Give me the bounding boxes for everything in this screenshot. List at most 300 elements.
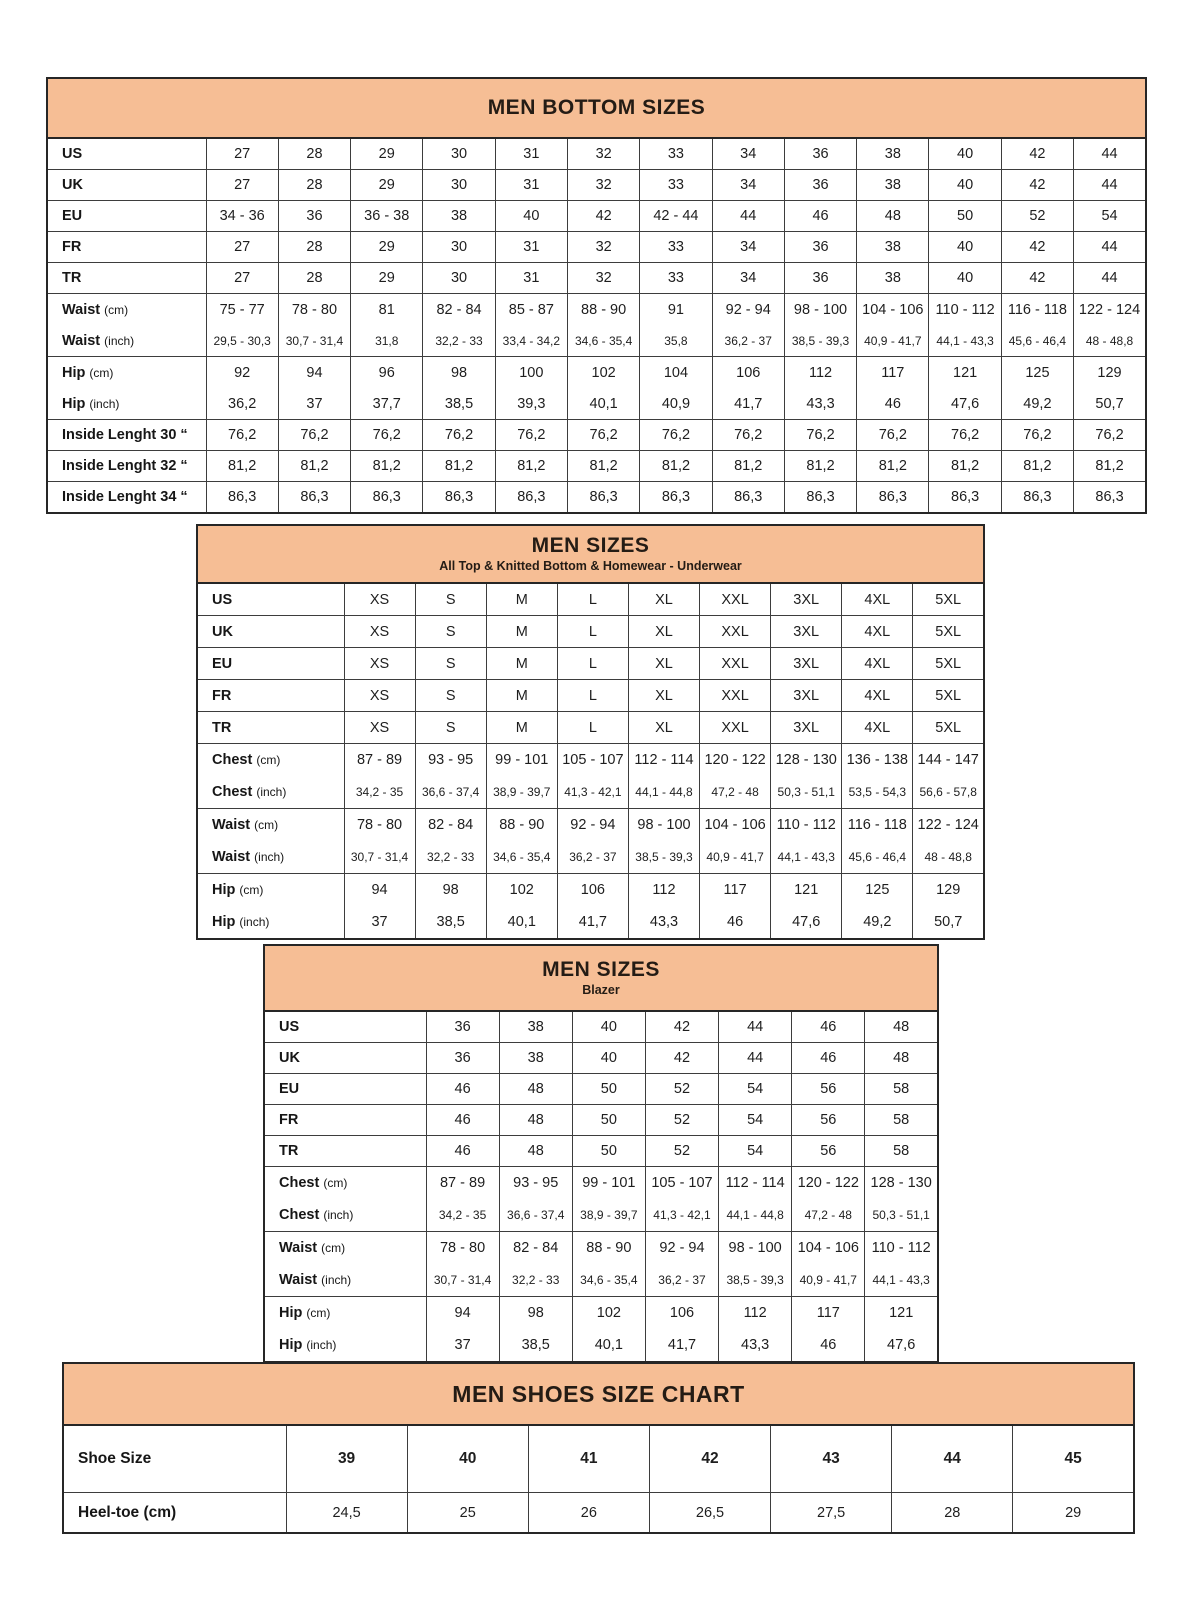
value-cell: 32 bbox=[567, 263, 639, 294]
value-cell: 98 - 100 bbox=[784, 294, 856, 326]
value-cell: 34 bbox=[712, 138, 784, 170]
value-cell: 41,7 bbox=[712, 388, 784, 420]
value-cell: 31 bbox=[495, 138, 567, 170]
value-cell: 44,1 - 44,8 bbox=[628, 776, 699, 809]
value-cell: 46 bbox=[426, 1136, 499, 1167]
value-cell: 128 - 130 bbox=[771, 744, 842, 777]
value-cell: 50,7 bbox=[913, 906, 984, 939]
row-label bbox=[264, 1232, 426, 1265]
value-cell: 29 bbox=[351, 170, 423, 201]
value-cell: 44 bbox=[1074, 232, 1146, 263]
value-cell: 41 bbox=[528, 1425, 649, 1493]
table-row bbox=[47, 482, 1146, 514]
row-label: UK bbox=[264, 1043, 426, 1074]
table-header-band bbox=[63, 1363, 1134, 1425]
value-cell: 81,2 bbox=[857, 451, 929, 482]
value-cell: 40 bbox=[407, 1425, 528, 1493]
value-cell: 46 bbox=[426, 1074, 499, 1105]
value-cell: 44,1 - 44,8 bbox=[719, 1199, 792, 1232]
row-label-unit: (cm) bbox=[323, 1176, 348, 1190]
value-cell: 28 bbox=[278, 170, 350, 201]
row-label-text: Chest bbox=[212, 752, 253, 768]
value-cell: XXL bbox=[700, 712, 771, 744]
value-cell: 100 bbox=[495, 357, 567, 389]
table-row bbox=[264, 1043, 938, 1074]
value-cell: 42 bbox=[1001, 263, 1073, 294]
row-label-text: Waist bbox=[212, 849, 251, 865]
value-cell: 30 bbox=[423, 170, 495, 201]
value-cell: 4XL bbox=[842, 680, 913, 712]
row-label-text: Waist bbox=[62, 301, 101, 318]
value-cell: 120 - 122 bbox=[700, 744, 771, 777]
row-label-text: Hip bbox=[62, 364, 86, 381]
value-cell: 46 bbox=[426, 1105, 499, 1136]
row-label-unit: (inch) bbox=[104, 333, 135, 348]
table-row bbox=[47, 357, 1146, 389]
row-label bbox=[197, 874, 344, 907]
row-label-unit: (cm) bbox=[239, 883, 264, 897]
row-label bbox=[264, 1264, 426, 1297]
table-title-row bbox=[264, 945, 938, 1011]
value-cell: 56 bbox=[792, 1136, 865, 1167]
value-cell: 56 bbox=[792, 1105, 865, 1136]
value-cell: 42 bbox=[649, 1425, 770, 1493]
value-cell: 36,2 - 37 bbox=[712, 325, 784, 357]
value-cell: 44 bbox=[1074, 263, 1146, 294]
men-sizes-blazer-table bbox=[263, 944, 939, 1363]
value-cell: 121 bbox=[929, 357, 1001, 389]
row-label-text: Waist bbox=[279, 1240, 318, 1256]
value-cell: 48 - 48,8 bbox=[913, 841, 984, 874]
row-label: EU bbox=[197, 648, 344, 680]
value-cell: 44 bbox=[712, 201, 784, 232]
value-cell: XXL bbox=[700, 648, 771, 680]
value-cell: 38,5 bbox=[423, 388, 495, 420]
row-label-unit: (inch) bbox=[254, 850, 285, 864]
value-cell: 78 - 80 bbox=[278, 294, 350, 326]
value-cell: 36,6 - 37,4 bbox=[415, 776, 486, 809]
value-cell: 31 bbox=[495, 232, 567, 263]
row-label: FR bbox=[47, 232, 206, 263]
value-cell: 44 bbox=[719, 1011, 792, 1043]
table-header-band bbox=[197, 525, 984, 583]
value-cell: 4XL bbox=[842, 712, 913, 744]
value-cell: 42 bbox=[1001, 138, 1073, 170]
value-cell: 86,3 bbox=[567, 482, 639, 514]
row-label: EU bbox=[47, 201, 206, 232]
value-cell: 40 bbox=[929, 170, 1001, 201]
value-cell: 36 bbox=[784, 138, 856, 170]
value-cell: 25 bbox=[407, 1493, 528, 1534]
value-cell: 125 bbox=[842, 874, 913, 907]
value-cell: 50,3 - 51,1 bbox=[865, 1199, 938, 1232]
value-cell: 48 bbox=[499, 1105, 572, 1136]
value-cell: 121 bbox=[865, 1297, 938, 1330]
row-label bbox=[197, 809, 344, 842]
value-cell: 92 - 94 bbox=[712, 294, 784, 326]
value-cell: 50,7 bbox=[1074, 388, 1146, 420]
value-cell: 86,3 bbox=[278, 482, 350, 514]
value-cell: 92 - 94 bbox=[645, 1232, 718, 1265]
value-cell: 58 bbox=[865, 1105, 938, 1136]
value-cell: 94 bbox=[344, 874, 415, 907]
value-cell: 32,2 - 33 bbox=[423, 325, 495, 357]
value-cell: 98 bbox=[423, 357, 495, 389]
table-row bbox=[47, 325, 1146, 357]
value-cell: 52 bbox=[645, 1136, 718, 1167]
value-cell: 81,2 bbox=[640, 451, 712, 482]
value-cell: 44 bbox=[1074, 170, 1146, 201]
table-title-row bbox=[197, 525, 984, 583]
value-cell: 34 - 36 bbox=[206, 201, 278, 232]
row-label: TR bbox=[197, 712, 344, 744]
value-cell: 52 bbox=[1001, 201, 1073, 232]
value-cell: 76,2 bbox=[278, 420, 350, 451]
value-cell: 110 - 112 bbox=[929, 294, 1001, 326]
row-label bbox=[264, 1167, 426, 1200]
value-cell: 136 - 138 bbox=[842, 744, 913, 777]
row-label-text: Waist bbox=[212, 817, 251, 833]
value-cell: 81,2 bbox=[278, 451, 350, 482]
value-cell: 38 bbox=[857, 170, 929, 201]
value-cell: 76,2 bbox=[784, 420, 856, 451]
value-cell: 34,6 - 35,4 bbox=[572, 1264, 645, 1297]
value-cell: 53,5 - 54,3 bbox=[842, 776, 913, 809]
value-cell: 32,2 - 33 bbox=[499, 1264, 572, 1297]
value-cell: 27 bbox=[206, 263, 278, 294]
value-cell: 86,3 bbox=[640, 482, 712, 514]
value-cell: 44,1 - 43,3 bbox=[771, 841, 842, 874]
row-label-unit: (inch) bbox=[256, 785, 287, 799]
row-label bbox=[264, 1199, 426, 1232]
value-cell: 50 bbox=[572, 1136, 645, 1167]
row-label: UK bbox=[47, 170, 206, 201]
value-cell: 86,3 bbox=[495, 482, 567, 514]
value-cell: 104 - 106 bbox=[792, 1232, 865, 1265]
value-cell: 99 - 101 bbox=[486, 744, 557, 777]
value-cell: 82 - 84 bbox=[423, 294, 495, 326]
value-cell: 49,2 bbox=[842, 906, 913, 939]
value-cell: 82 - 84 bbox=[415, 809, 486, 842]
row-label-unit: (cm) bbox=[321, 1241, 346, 1255]
value-cell: 5XL bbox=[913, 648, 984, 680]
value-cell: 41,3 - 42,1 bbox=[645, 1199, 718, 1232]
value-cell: 38,5 bbox=[415, 906, 486, 939]
table-title-row bbox=[47, 78, 1146, 138]
value-cell: 34 bbox=[712, 263, 784, 294]
row-label: Inside Lenght 30 “ bbox=[47, 420, 206, 451]
value-cell: 112 - 114 bbox=[628, 744, 699, 777]
value-cell: 34 bbox=[712, 170, 784, 201]
value-cell: M bbox=[486, 712, 557, 744]
table-row bbox=[47, 388, 1146, 420]
value-cell: 33 bbox=[640, 138, 712, 170]
value-cell: 41,7 bbox=[645, 1329, 718, 1362]
value-cell: 129 bbox=[1074, 357, 1146, 389]
value-cell: S bbox=[415, 616, 486, 648]
value-cell: 32,2 - 33 bbox=[415, 841, 486, 874]
value-cell: 40 bbox=[929, 232, 1001, 263]
value-cell: 86,3 bbox=[857, 482, 929, 514]
value-cell: 42 bbox=[567, 201, 639, 232]
table-row bbox=[197, 841, 984, 874]
value-cell: 76,2 bbox=[206, 420, 278, 451]
value-cell: 82 - 84 bbox=[499, 1232, 572, 1265]
value-cell: 81,2 bbox=[206, 451, 278, 482]
table-title-row bbox=[63, 1363, 1134, 1425]
value-cell: XS bbox=[344, 583, 415, 616]
table-row bbox=[197, 648, 984, 680]
value-cell: 29 bbox=[1013, 1493, 1134, 1534]
value-cell: 43,3 bbox=[719, 1329, 792, 1362]
table-row bbox=[197, 680, 984, 712]
value-cell: 3XL bbox=[771, 583, 842, 616]
table-row bbox=[197, 616, 984, 648]
row-label bbox=[197, 841, 344, 874]
table-row bbox=[264, 1074, 938, 1105]
value-cell: 104 - 106 bbox=[857, 294, 929, 326]
value-cell: 36,6 - 37,4 bbox=[499, 1199, 572, 1232]
value-cell: 125 bbox=[1001, 357, 1073, 389]
value-cell: 76,2 bbox=[423, 420, 495, 451]
table-row bbox=[47, 294, 1146, 326]
value-cell: 86,3 bbox=[712, 482, 784, 514]
value-cell: 33 bbox=[640, 170, 712, 201]
row-label-text: Hip bbox=[212, 914, 236, 930]
row-label-unit: (inch) bbox=[239, 915, 270, 929]
row-label: EU bbox=[264, 1074, 426, 1105]
value-cell: 42 bbox=[645, 1011, 718, 1043]
value-cell: 86,3 bbox=[351, 482, 423, 514]
value-cell: XS bbox=[344, 648, 415, 680]
value-cell: 48 bbox=[857, 201, 929, 232]
value-cell: 43,3 bbox=[784, 388, 856, 420]
value-cell: 36 bbox=[784, 232, 856, 263]
value-cell: 40 bbox=[495, 201, 567, 232]
value-cell: 117 bbox=[857, 357, 929, 389]
value-cell: 93 - 95 bbox=[415, 744, 486, 777]
value-cell: 81,2 bbox=[567, 451, 639, 482]
row-label: FR bbox=[264, 1105, 426, 1136]
value-cell: 48 bbox=[499, 1136, 572, 1167]
row-label-text: Waist bbox=[279, 1272, 318, 1288]
value-cell: 26,5 bbox=[649, 1493, 770, 1534]
value-cell: 129 bbox=[913, 874, 984, 907]
table-row bbox=[63, 1493, 1134, 1534]
value-cell: 98 - 100 bbox=[628, 809, 699, 842]
row-label: Inside Lenght 34 “ bbox=[47, 482, 206, 514]
value-cell: 36 bbox=[784, 263, 856, 294]
table-row bbox=[63, 1425, 1134, 1493]
value-cell: 93 - 95 bbox=[499, 1167, 572, 1200]
value-cell: 76,2 bbox=[640, 420, 712, 451]
row-label bbox=[264, 1297, 426, 1330]
row-label bbox=[47, 388, 206, 420]
value-cell: 30,7 - 31,4 bbox=[426, 1264, 499, 1297]
men-shoes-size-chart-table bbox=[62, 1362, 1135, 1534]
value-cell: 38,9 - 39,7 bbox=[486, 776, 557, 809]
value-cell: 4XL bbox=[842, 583, 913, 616]
value-cell: 38,5 - 39,3 bbox=[628, 841, 699, 874]
value-cell: XXL bbox=[700, 680, 771, 712]
value-cell: 50 bbox=[572, 1105, 645, 1136]
value-cell: 48 bbox=[865, 1011, 938, 1043]
value-cell: 30 bbox=[423, 263, 495, 294]
value-cell: 87 - 89 bbox=[426, 1167, 499, 1200]
row-label: TR bbox=[264, 1136, 426, 1167]
value-cell: 86,3 bbox=[929, 482, 1001, 514]
value-cell: 116 - 118 bbox=[842, 809, 913, 842]
value-cell: 5XL bbox=[913, 680, 984, 712]
table-row bbox=[197, 906, 984, 939]
value-cell: 106 bbox=[645, 1297, 718, 1330]
row-label-text: Hip bbox=[279, 1305, 303, 1321]
value-cell: L bbox=[557, 712, 628, 744]
value-cell: 48 - 48,8 bbox=[1074, 325, 1146, 357]
value-cell: 32 bbox=[567, 232, 639, 263]
value-cell: 81,2 bbox=[351, 451, 423, 482]
value-cell: 81,2 bbox=[712, 451, 784, 482]
table-row bbox=[264, 1011, 938, 1043]
row-label-unit: (cm) bbox=[254, 818, 279, 832]
value-cell: 86,3 bbox=[206, 482, 278, 514]
value-cell: 58 bbox=[865, 1136, 938, 1167]
value-cell: 3XL bbox=[771, 616, 842, 648]
value-cell: 110 - 112 bbox=[771, 809, 842, 842]
value-cell: 42 bbox=[1001, 232, 1073, 263]
value-cell: 47,2 - 48 bbox=[792, 1199, 865, 1232]
value-cell: 34,2 - 35 bbox=[426, 1199, 499, 1232]
value-cell: 76,2 bbox=[495, 420, 567, 451]
value-cell: 76,2 bbox=[1001, 420, 1073, 451]
value-cell: 38 bbox=[857, 138, 929, 170]
value-cell: 81 bbox=[351, 294, 423, 326]
table-row bbox=[47, 138, 1146, 170]
value-cell: 92 - 94 bbox=[557, 809, 628, 842]
row-label-unit: (cm) bbox=[256, 753, 281, 767]
value-cell: 5XL bbox=[913, 712, 984, 744]
value-cell: 56,6 - 57,8 bbox=[913, 776, 984, 809]
table-row bbox=[264, 1329, 938, 1362]
table-subtitle: All Top & Knitted Bottom & Homewear - Underwear bbox=[439, 558, 742, 573]
value-cell: 44 bbox=[719, 1043, 792, 1074]
value-cell: 47,2 - 48 bbox=[700, 776, 771, 809]
value-cell: 92 bbox=[206, 357, 278, 389]
value-cell: 50,3 - 51,1 bbox=[771, 776, 842, 809]
value-cell: 34,6 - 35,4 bbox=[486, 841, 557, 874]
value-cell: 46 bbox=[792, 1329, 865, 1362]
table-row bbox=[47, 420, 1146, 451]
value-cell: 38,5 bbox=[499, 1329, 572, 1362]
value-cell: S bbox=[415, 583, 486, 616]
value-cell: 40,1 bbox=[567, 388, 639, 420]
value-cell: 76,2 bbox=[712, 420, 784, 451]
value-cell: L bbox=[557, 583, 628, 616]
value-cell: 99 - 101 bbox=[572, 1167, 645, 1200]
value-cell: 54 bbox=[1074, 201, 1146, 232]
value-cell: S bbox=[415, 680, 486, 712]
value-cell: 87 - 89 bbox=[344, 744, 415, 777]
value-cell: 38 bbox=[423, 201, 495, 232]
value-cell: 128 - 130 bbox=[865, 1167, 938, 1200]
value-cell: 45,6 - 46,4 bbox=[1001, 325, 1073, 357]
row-label-text: Waist bbox=[62, 332, 101, 349]
row-label bbox=[264, 1329, 426, 1362]
row-label: US bbox=[197, 583, 344, 616]
value-cell: 36 - 38 bbox=[351, 201, 423, 232]
value-cell: 35,8 bbox=[640, 325, 712, 357]
value-cell: 116 - 118 bbox=[1001, 294, 1073, 326]
value-cell: 44 bbox=[1074, 138, 1146, 170]
value-cell: 28 bbox=[278, 263, 350, 294]
value-cell: 30,7 - 31,4 bbox=[344, 841, 415, 874]
value-cell: 76,2 bbox=[929, 420, 1001, 451]
men-sizes-top-table bbox=[196, 524, 985, 940]
row-label-text: Chest bbox=[212, 784, 253, 800]
value-cell: 31 bbox=[495, 170, 567, 201]
row-label: Shoe Size bbox=[63, 1425, 286, 1493]
row-label: TR bbox=[47, 263, 206, 294]
table-row bbox=[47, 263, 1146, 294]
value-cell: S bbox=[415, 648, 486, 680]
value-cell: 4XL bbox=[842, 648, 913, 680]
row-label-unit: (inch) bbox=[321, 1273, 352, 1287]
value-cell: XL bbox=[628, 616, 699, 648]
value-cell: 31 bbox=[495, 263, 567, 294]
value-cell: 43,3 bbox=[628, 906, 699, 939]
value-cell: 31,8 bbox=[351, 325, 423, 357]
value-cell: 44,1 - 43,3 bbox=[929, 325, 1001, 357]
value-cell: 50 bbox=[572, 1074, 645, 1105]
value-cell: 47,6 bbox=[771, 906, 842, 939]
value-cell: 86,3 bbox=[1001, 482, 1073, 514]
value-cell: 121 bbox=[771, 874, 842, 907]
table-row bbox=[197, 583, 984, 616]
value-cell: 38,9 - 39,7 bbox=[572, 1199, 645, 1232]
value-cell: 86,3 bbox=[1074, 482, 1146, 514]
value-cell: 102 bbox=[567, 357, 639, 389]
value-cell: 75 - 77 bbox=[206, 294, 278, 326]
table-row bbox=[47, 170, 1146, 201]
value-cell: 52 bbox=[645, 1074, 718, 1105]
row-label-unit: (inch) bbox=[89, 396, 120, 411]
value-cell: 40 bbox=[572, 1043, 645, 1074]
value-cell: 48 bbox=[499, 1074, 572, 1105]
value-cell: 30 bbox=[423, 138, 495, 170]
value-cell: 36 bbox=[784, 170, 856, 201]
value-cell: 30 bbox=[423, 232, 495, 263]
table-row bbox=[47, 451, 1146, 482]
value-cell: 44 bbox=[892, 1425, 1013, 1493]
value-cell: 29 bbox=[351, 138, 423, 170]
value-cell: 81,2 bbox=[1074, 451, 1146, 482]
table-row bbox=[197, 712, 984, 744]
row-label: US bbox=[47, 138, 206, 170]
value-cell: 112 bbox=[719, 1297, 792, 1330]
value-cell: 96 bbox=[351, 357, 423, 389]
value-cell: 102 bbox=[572, 1297, 645, 1330]
value-cell: 54 bbox=[719, 1136, 792, 1167]
row-label-text: Chest bbox=[279, 1207, 320, 1223]
value-cell: 106 bbox=[557, 874, 628, 907]
value-cell: 88 - 90 bbox=[572, 1232, 645, 1265]
value-cell: 37 bbox=[426, 1329, 499, 1362]
value-cell: 81,2 bbox=[495, 451, 567, 482]
value-cell: 41,3 - 42,1 bbox=[557, 776, 628, 809]
value-cell: 42 bbox=[1001, 170, 1073, 201]
men-bottom-sizes-table bbox=[46, 77, 1147, 514]
value-cell: 32 bbox=[567, 170, 639, 201]
